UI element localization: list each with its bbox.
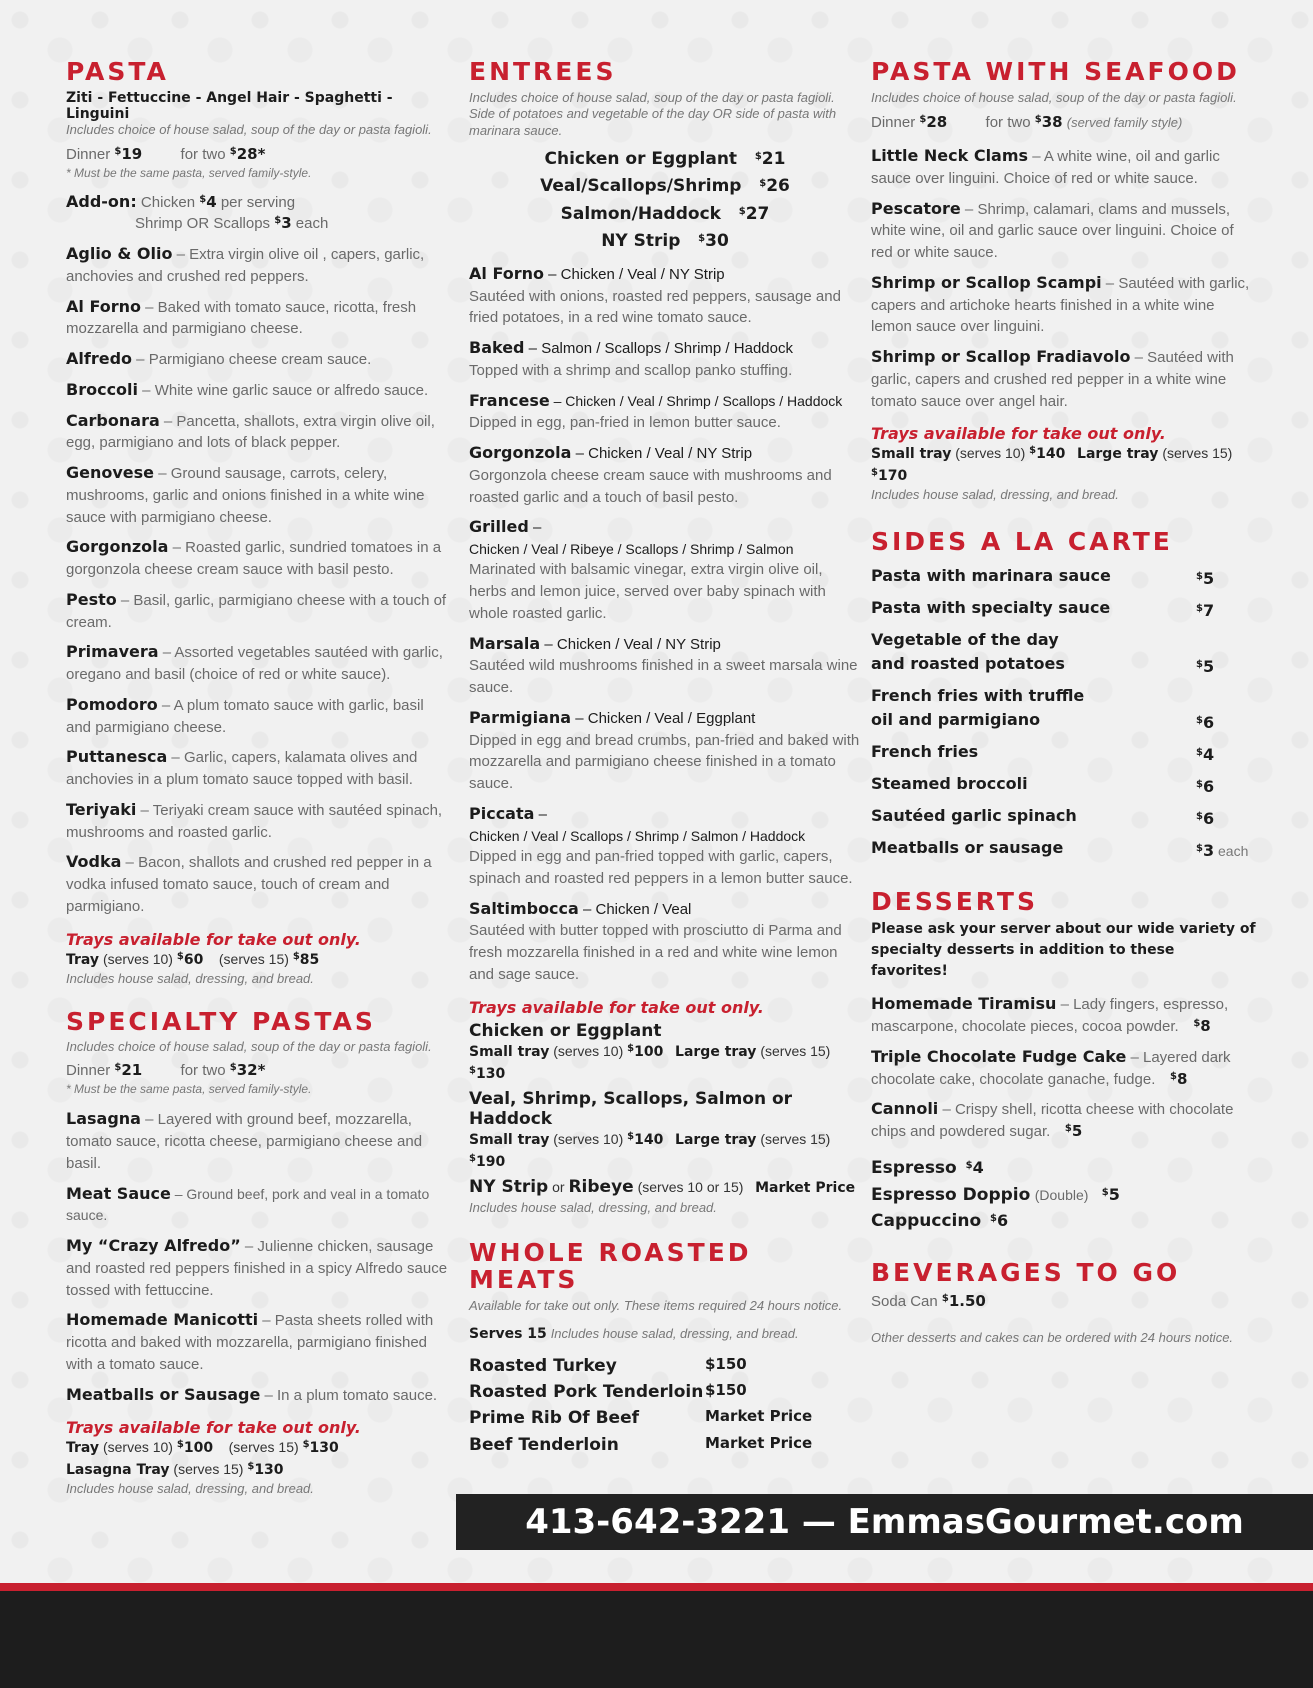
tray-price: 130	[254, 1462, 284, 1479]
coffee-list	[871, 1155, 1256, 1235]
serves-note: Includes house salad, dressing, and bread.	[550, 1325, 799, 1341]
item-name: Pesto	[66, 589, 117, 609]
tray-price: 100	[634, 1043, 664, 1060]
item-desc: – Ground beef, pork and veal in a tomato sauce.	[66, 1185, 430, 1224]
tray-price: 140	[1036, 446, 1066, 463]
menu-item	[469, 262, 861, 329]
menu-item	[469, 632, 861, 699]
tray-price: 130	[475, 1065, 506, 1082]
tray-price: 100	[183, 1440, 214, 1457]
price-name: NY Strip	[601, 230, 681, 251]
side-suffix: each	[1214, 842, 1249, 859]
item-name: Carbonara	[66, 410, 160, 430]
entrees-price-list	[469, 146, 861, 255]
tray-label: Lasagna Tray	[66, 1462, 170, 1479]
footer-band	[0, 1591, 1313, 1688]
addon-shrimp-price: 3	[281, 214, 292, 233]
menu-item	[469, 706, 861, 795]
menu-item: Cannoli – Crispy shell, ricotta cheese with chocolate chips and powdered sugar. $5	[871, 1099, 1234, 1141]
menu-item	[871, 144, 1256, 190]
item-name: Al Forno	[469, 263, 544, 283]
item-name: Homemade Tiramisu	[871, 994, 1057, 1014]
tray-or: or	[552, 1178, 565, 1195]
menu-item: Triple Chocolate Fudge Cake – Layered dark chocolate cake, chocolate ganache, fudge. $8	[871, 1046, 1231, 1088]
menu-item	[469, 897, 861, 986]
menu-item	[66, 535, 452, 581]
specialty-note: Includes choice of house salad, soup of the day or pasta fagioli.	[66, 1039, 432, 1055]
menu-item	[66, 1234, 452, 1301]
menu-item	[66, 1107, 452, 1174]
meat-name: Roasted Turkey	[469, 1355, 617, 1376]
item-name: My “Crazy Alfredo”	[66, 1236, 241, 1256]
menu-item	[66, 588, 452, 634]
side-name: Steamed broccoli	[871, 773, 1028, 793]
item-name: Marsala	[469, 633, 541, 653]
item-desc: – Lady fingers, espresso, mascarpone, chocolate pieces, cocoa powder.	[871, 996, 1229, 1036]
item-name: Vodka	[66, 852, 122, 872]
item-desc: Sautéed wild mushrooms finished in a sweet marsala wine sauce.	[469, 657, 858, 697]
desserts-intro: Please ask your server about our wide variety of specialty desserts in addition to these favorites!	[871, 921, 1256, 980]
item-name: Parmigiana	[469, 707, 572, 727]
item-name: Al Forno	[66, 296, 141, 316]
item-options: Chicken / Veal / Ribeye / Scallops / Shrimp / Salmon	[469, 541, 794, 558]
item-desc: – Bacon, shallots and crushed red pepper in a vodka infused tomato sauce, touch of cream and parmigiano.	[66, 854, 432, 915]
item-name: Pomodoro	[66, 694, 158, 714]
sides-title: SIDES A LA CARTE	[871, 527, 1173, 557]
side-row: Steamed broccoli $6	[871, 773, 1215, 796]
specialty-tray-includes: Includes house salad, dressing, and bread.	[66, 1481, 314, 1497]
meat-price: $150	[705, 1381, 747, 1400]
menu-item	[66, 640, 452, 686]
side-row: Pasta with marinara sauce $5	[871, 565, 1215, 588]
tray-serves: (serves 15)	[218, 950, 289, 967]
item-options: – Chicken / Veal	[578, 900, 692, 918]
entree-price-row: Chicken or Eggplant $21	[544, 149, 786, 170]
side-price: 6	[1202, 808, 1215, 828]
dinner-label: Dinner	[871, 114, 916, 132]
addon-label: Add-on:	[66, 191, 137, 211]
price-value: 21	[761, 149, 786, 170]
entree-price-row: Veal/Scallops/Shrimp $26	[540, 176, 790, 197]
item-name: Aglio & Olio	[66, 244, 173, 264]
dinner-label: Dinner	[66, 1062, 111, 1080]
sides-section	[871, 528, 1256, 864]
meat-price: $150	[705, 1354, 747, 1373]
item-name: Meatballs or Sausage	[66, 1384, 261, 1404]
beverages-note: Other desserts and cakes can be ordered with 24 hours notice.	[871, 1330, 1234, 1346]
item-name: Alfredo	[66, 349, 133, 369]
coffee-name: Espresso Doppio	[871, 1184, 1031, 1205]
side-name: French fries with truffle oil and parmigiano	[871, 685, 1085, 729]
tray-serves: (serves 15)	[1162, 445, 1233, 462]
meat-row	[469, 1379, 861, 1405]
item-name: Genovese	[66, 463, 155, 483]
item-desc: – Ground sausage, carrots, celery, mushrooms, garlic and onions finished in a white wine sauce with parmigiano cheese.	[66, 465, 425, 526]
price-name: Salmon/Haddock	[560, 203, 721, 224]
side-price: 5	[1202, 656, 1215, 676]
addon-chicken: Chicken	[140, 193, 196, 211]
item-desc: Dipped in egg, pan-fried in lemon butter sauce.	[469, 414, 781, 432]
tray-label: Small tray	[871, 446, 952, 463]
item-desc: – A white wine, oil and garlic sauce over linguini. Choice of red or white sauce.	[871, 148, 1220, 187]
pasta-types: Ziti - Fettuccine - Angel Hair - Spaghetti - Linguini	[66, 89, 393, 122]
side-name: French fries	[871, 741, 979, 761]
beverages-title: BEVERAGES TO GO	[871, 1258, 1181, 1288]
menu-item	[66, 1383, 452, 1407]
coffee-row: Espresso Doppio (Double) $5	[871, 1184, 1120, 1205]
tray-serves: (serves 10 or 15)	[637, 1178, 744, 1195]
item-name: Cannoli	[871, 1099, 939, 1119]
tray-label: Tray	[66, 1440, 100, 1457]
item-desc: Marinated with balsamic vinegar, extra virgin olive oil, herbs and lemon juice, served over baby spinach with whole roasted garlic.	[469, 561, 826, 622]
item-desc: – Shrimp, calamari, clams and mussels, white wine, oil and garlic sauce over linguini. Choice of red or white sauce.	[871, 200, 1234, 262]
side-price: 4	[1202, 744, 1215, 764]
item-desc: Gorgonzola cheese cream sauce with mushrooms and roasted garlic and a touch of basil pesto.	[469, 466, 832, 506]
tray-item-name: Ribeye	[568, 1176, 634, 1197]
price-name: Veal/Scallops/Shrimp	[540, 176, 742, 197]
item-name: Primavera	[66, 642, 159, 662]
menu-item	[871, 345, 1256, 412]
tray-serves: (serves 15)	[760, 1130, 831, 1147]
menu-item	[66, 378, 452, 402]
item-name: Francese	[469, 390, 550, 410]
menu-item	[871, 271, 1256, 338]
for-two-label: for two	[985, 114, 1031, 132]
menu-item	[66, 242, 452, 288]
soda-line: Soda Can $1.50	[871, 1291, 986, 1310]
menu-item	[66, 850, 452, 917]
side-row: French fries $4	[871, 741, 1215, 764]
pasta-title: PASTA	[66, 57, 169, 86]
item-desc: Topped with a shrimp and scallop panko stuffing.	[469, 361, 793, 379]
tray-serves: (serves 10)	[553, 1130, 624, 1147]
price-value: 30	[705, 230, 729, 251]
addon-shrimp: Shrimp OR Scallops	[135, 215, 271, 233]
item-price: 5	[1071, 1122, 1083, 1141]
item-options: – Chicken / Veal / NY Strip	[540, 635, 721, 653]
menu-item	[66, 693, 452, 739]
item-name: Lasagna	[66, 1109, 141, 1129]
dinner-price: 19	[121, 145, 143, 164]
meats-section	[469, 1239, 861, 1458]
item-desc: – In a plum tomato sauce.	[260, 1386, 438, 1404]
item-desc: – White wine garlic sauce or alfredo sauce.	[138, 381, 429, 399]
tray-price: 170	[877, 468, 908, 485]
item-name: Little Neck Clams	[871, 146, 1029, 166]
menu-item	[66, 1308, 452, 1375]
entrees-note: Includes choice of house salad, soup of the day or pasta fagioli. Side of potatoes and vegetable of the day OR side of pasta with marinara sauce.	[469, 89, 837, 139]
item-desc: Dipped in egg and pan-fried topped with garlic, capers, spinach and roasted red peppers in a lemon butter sauce.	[469, 848, 853, 887]
item-desc: – Basil, garlic, parmigiano cheese with a touch of cream.	[66, 591, 447, 631]
menu-item	[469, 389, 861, 435]
tray-price: 140	[634, 1131, 664, 1148]
tray-serves: (serves 10)	[102, 1439, 173, 1456]
addon-block: Add-on: Chicken $4 per serving Shrimp OR Scallops $3 each	[66, 191, 329, 233]
meat-row	[469, 1405, 861, 1431]
entree-price-row: Salmon/Haddock $27	[560, 203, 770, 224]
menu-item	[66, 798, 452, 844]
item-desc: – Pancetta, shallots, extra virgin olive oil, egg, parmigiano and lots of black pepper.	[66, 412, 435, 452]
column-middle	[469, 58, 861, 1458]
tray-item-name: Veal, Shrimp, Scallops, Salmon or Haddock	[469, 1088, 793, 1129]
soda-price: 1.50	[948, 1291, 986, 1310]
item-desc: – Extra virgin olive oil , capers, garlic, anchovies and crushed red peppers.	[66, 246, 425, 285]
tray-serves: (serves 10)	[102, 950, 173, 967]
price-value: 26	[766, 176, 790, 197]
item-desc: Sautéed with onions, roasted red peppers, sausage and fried potatoes, in a red wine tomato sauce.	[469, 287, 841, 327]
for-two-note: (served family style)	[1066, 115, 1183, 131]
tray-label: Small tray	[469, 1131, 550, 1148]
item-name: Grilled	[469, 517, 529, 537]
specialty-tray-heading: Trays available for take out only.	[66, 1418, 361, 1438]
entrees-tray-includes: Includes house salad, dressing, and bread.	[469, 1200, 717, 1216]
menu-item	[469, 515, 861, 624]
pasta-items	[66, 242, 452, 918]
tray-prices: Small tray (serves 10) $140 Large tray (serves 15) $190	[469, 1130, 831, 1170]
for-two-label: for two	[180, 1062, 226, 1080]
coffee-row: Espresso $4	[871, 1157, 984, 1178]
item-desc: – A plum tomato sauce with garlic, basil and parmigiano cheese.	[66, 696, 424, 736]
side-name: Pasta with marinara sauce	[871, 565, 1111, 585]
side-price: 7	[1202, 600, 1215, 620]
tray-label: Large tray	[1077, 446, 1159, 463]
tray-price: 60	[183, 951, 204, 968]
coffee-note: (Double)	[1034, 1186, 1089, 1203]
specialty-title: SPECIALTY PASTAS	[66, 1006, 376, 1036]
tray-item-name: Chicken or Eggplant	[469, 1020, 662, 1041]
menu-item	[66, 461, 452, 528]
price-value: 27	[745, 203, 770, 224]
entrees-title: ENTREES	[469, 57, 617, 86]
side-row: Vegetable of the day and roasted potatoes $5	[871, 629, 1215, 676]
pasta-tray-includes: Includes house salad, dressing, and bread.	[66, 970, 314, 986]
item-desc: – Pasta sheets rolled with ricotta and baked with mozzarella, parmigiano finished with a tomato sauce.	[66, 1312, 434, 1373]
entrees-tray-heading: Trays available for take out only.	[469, 997, 764, 1017]
meats-note: Available for take out only. These items required 24 hours notice.	[469, 1297, 843, 1313]
seafood-note: Includes choice of house salad, soup of the day or pasta fagioli.	[871, 89, 1237, 105]
seafood-tray-heading: Trays available for take out only.	[871, 424, 1166, 444]
dinner-price: 28	[926, 113, 948, 132]
side-price: 5	[1202, 568, 1215, 588]
for-two-price: 38	[1041, 113, 1063, 132]
item-desc: – Parmigiano cheese cream sauce.	[132, 351, 372, 369]
item-desc: – Teriyaki cream sauce with sautéed spinach, mushrooms and roasted garlic.	[66, 801, 443, 841]
tray-label: Large tray	[675, 1131, 757, 1148]
must-note: * Must be the same pasta, served family-style.	[66, 166, 312, 181]
tray-serves: (serves 15)	[760, 1042, 831, 1059]
pasta-note: Includes choice of house salad, soup of the day or pasta fagioli.	[66, 121, 432, 137]
tray-serves: (serves 10)	[955, 445, 1026, 462]
contact-bar	[456, 1494, 1313, 1550]
side-name: Meatballs or sausage	[871, 837, 1064, 857]
seafood-tray-includes: Includes house salad, dressing, and bread.	[871, 487, 1119, 503]
item-desc: – Crispy shell, ricotta cheese with chocolate chips and powdered sugar.	[871, 1101, 1234, 1141]
seafood-section	[871, 58, 1256, 504]
meats-title: WHOLE ROASTED MEATS	[469, 1237, 752, 1295]
meat-row	[469, 1353, 861, 1379]
for-two-label: for two	[180, 146, 226, 164]
item-name: Pescatore	[871, 198, 961, 218]
item-name: Triple Chocolate Fudge Cake	[871, 1046, 1127, 1066]
entrees-section	[469, 58, 861, 1217]
item-name: Teriyaki	[66, 799, 137, 819]
side-row: French fries with truffle oil and parmigiano $6	[871, 685, 1215, 732]
side-row: Meatballs or sausage $3 each	[871, 837, 1249, 860]
item-name: Meat Sauce	[66, 1183, 171, 1203]
coffee-row: Cappuccino $6	[871, 1211, 1009, 1232]
side-name: Vegetable of the day and roasted potatoes	[871, 629, 1065, 673]
item-desc: – Sautéed with garlic, capers and crushed red pepper in a white wine tomato sauce over angel hair.	[871, 349, 1234, 410]
item-name: Homemade Manicotti	[66, 1310, 259, 1330]
menu-item	[469, 336, 861, 382]
item-options: – Salmon / Scallops / Shrimp / Haddock	[524, 340, 793, 358]
meats-serves	[469, 1323, 861, 1345]
item-options: Chicken / Veal / Scallops / Shrimp / Salmon / Haddock	[469, 827, 806, 844]
item-desc: Sautéed with butter topped with prosciutto di Parma and fresh mozzarella finished in a red and white wine lemon and sage sauce.	[469, 922, 842, 983]
meat-price: Market Price	[705, 1433, 813, 1452]
menu-item	[66, 409, 452, 455]
dinner-price: 21	[121, 1061, 143, 1080]
pasta-price-line: Dinner $19 for two $28*	[66, 145, 266, 164]
column-left	[66, 58, 452, 1498]
serves-label: Serves 15	[469, 1325, 547, 1342]
specialty-section	[66, 1008, 452, 1499]
tray-serves: (serves 15)	[173, 1461, 244, 1478]
desserts-title: DESSERTS	[871, 886, 1038, 916]
meat-price: Market Price	[705, 1407, 813, 1426]
desserts-section	[871, 888, 1256, 1235]
seafood-price-line: Dinner $28 for two $38 (served family style)	[871, 113, 1183, 132]
addon-chicken-price: 4	[206, 192, 217, 211]
side-name: Pasta with specialty sauce	[871, 597, 1111, 617]
side-row: Sautéed garlic spinach $6	[871, 805, 1215, 828]
tray-item-name: NY Strip	[469, 1176, 549, 1197]
item-desc: – Assorted vegetables sautéed with garlic, oregano and basil (choice of red or white sauce).	[66, 644, 443, 684]
pasta-section	[66, 58, 452, 988]
item-name: Baked	[469, 338, 525, 358]
coffee-name: Cappuccino	[871, 1211, 982, 1232]
lasagna-tray-line: Lasagna Tray (serves 15) $130	[66, 1461, 284, 1479]
meat-name: Roasted Pork Tenderloin	[469, 1382, 704, 1403]
tray-label: Large tray	[675, 1043, 757, 1060]
tray-serves: (serves 15)	[228, 1439, 299, 1456]
entree-price-row: NY Strip $30	[601, 230, 729, 251]
item-desc: – Layered dark chocolate cake, chocolate ganache, fudge.	[871, 1048, 1231, 1088]
meat-name: Beef Tenderloin	[469, 1434, 619, 1455]
coffee-price: 5	[1108, 1184, 1120, 1204]
item-name: Puttanesca	[66, 747, 168, 767]
item-options: – Chicken / Veal / Shrimp / Scallops / Haddock	[549, 392, 843, 409]
item-desc: Dipped in egg and bread crumbs, pan-fried and baked with mozzarella and parmigiano cheese finished in a tomato sauce.	[469, 731, 860, 793]
item-price: 8	[1176, 1069, 1188, 1088]
seafood-tray-line: Small tray (serves 10) $140 Large tray (serves 15) $170	[871, 445, 1233, 485]
menu-item	[469, 802, 861, 890]
side-row: Pasta with specialty sauce $7	[871, 597, 1215, 620]
item-name: Gorgonzola	[469, 443, 572, 463]
meat-row	[469, 1432, 861, 1458]
side-price: 6	[1202, 712, 1215, 732]
item-name: Shrimp or Scallop Fradiavolo	[871, 347, 1131, 367]
item-desc: – Layered with ground beef, mozzarella, tomato sauce, ricotta cheese, parmigiano cheese and basil.	[66, 1111, 423, 1172]
menu-item	[66, 745, 452, 791]
entree-items	[469, 262, 861, 986]
item-options: – Chicken / Veal / NY Strip	[543, 265, 725, 283]
tray-steak-line	[469, 1175, 861, 1201]
pasta-tray-line: Tray (serves 10) $60 (serves 15) $85	[66, 950, 320, 968]
item-options: –	[528, 519, 542, 537]
menu-item	[66, 295, 452, 341]
item-name: Saltimbocca	[469, 898, 579, 918]
addon-shrimp-unit: each	[295, 215, 329, 233]
item-name: Piccata	[469, 803, 535, 823]
must-note: * Must be the same pasta, served family-style.	[66, 1081, 312, 1096]
item-desc: – Garlic, capers, kalamata olives and anchovies in a plum tomato sauce topped with basil.	[66, 749, 418, 789]
side-price: 6	[1202, 776, 1215, 796]
item-desc: – Julienne chicken, sausage and roasted red peppers finished in a spicy Alfredo sauce tossed with fettuccine.	[66, 1238, 448, 1299]
meats-list	[469, 1353, 861, 1458]
specialty-tray-line: Tray (serves 10) $100 (serves 15) $130	[66, 1439, 339, 1457]
specialty-price-line: Dinner $21 for two $32*	[66, 1061, 266, 1080]
dinner-label: Dinner	[66, 146, 111, 164]
menu-item	[469, 441, 861, 508]
item-options: – Chicken / Veal / NY Strip	[571, 445, 753, 463]
item-desc: – Baked with tomato sauce, ricotta, fresh mozzarella and parmigiano cheese.	[66, 298, 417, 338]
item-price: 8	[1200, 1017, 1211, 1036]
seafood-title: PASTA WITH SEAFOOD	[871, 57, 1240, 86]
item-desc: – Sautéed with garlic, capers and artichoke hearts finished in a white wine lemon sauce over linguini.	[871, 274, 1250, 336]
beverages-section	[871, 1259, 1256, 1347]
item-options: – Chicken / Veal / Eggplant	[571, 709, 756, 727]
footer-red-stripe	[0, 1583, 1313, 1591]
item-name: Broccoli	[66, 379, 139, 399]
tray-price: 190	[475, 1153, 506, 1170]
item-options: –	[534, 805, 547, 823]
for-two-price: 28*	[236, 145, 266, 164]
soda-label: Soda Can	[871, 1292, 938, 1310]
menu-item	[66, 1182, 452, 1228]
pasta-tray-heading: Trays available for take out only.	[66, 929, 361, 949]
tray-price: Market Price	[755, 1179, 856, 1196]
coffee-price: 6	[997, 1211, 1009, 1231]
tray-label: Small tray	[469, 1043, 550, 1060]
tray-prices: Small tray (serves 10) $100 Large tray (serves 15) $130	[469, 1042, 831, 1082]
column-right	[871, 58, 1256, 1347]
contact-text: 413-642-3221 — EmmasGourmet.com	[525, 1502, 1244, 1542]
tray-serves: (serves 10)	[553, 1042, 624, 1059]
for-two-price: 32*	[236, 1061, 266, 1080]
menu-item	[871, 197, 1256, 264]
tray-price: 85	[299, 951, 320, 968]
item-name: Gorgonzola	[66, 537, 169, 557]
price-name: Chicken or Eggplant	[544, 149, 738, 170]
tray-price: 130	[309, 1440, 339, 1457]
coffee-name: Espresso	[871, 1157, 957, 1178]
menu-item	[66, 347, 452, 371]
addon-chicken-unit: per serving	[220, 193, 296, 211]
coffee-price: 4	[972, 1157, 984, 1177]
side-name: Sautéed garlic spinach	[871, 805, 1077, 825]
item-desc: – Roasted garlic, sundried tomatoes in a gorgonzola cheese cream sauce with basil pesto.	[66, 539, 442, 579]
side-price: 3	[1202, 840, 1215, 860]
meat-name: Prime Rib Of Beef	[469, 1408, 640, 1429]
tray-label: Tray	[66, 951, 100, 968]
item-name: Shrimp or Scallop Scampi	[871, 272, 1102, 292]
menu-item: Homemade Tiramisu – Lady fingers, espresso, mascarpone, chocolate pieces, cocoa powder. $8	[871, 994, 1229, 1036]
